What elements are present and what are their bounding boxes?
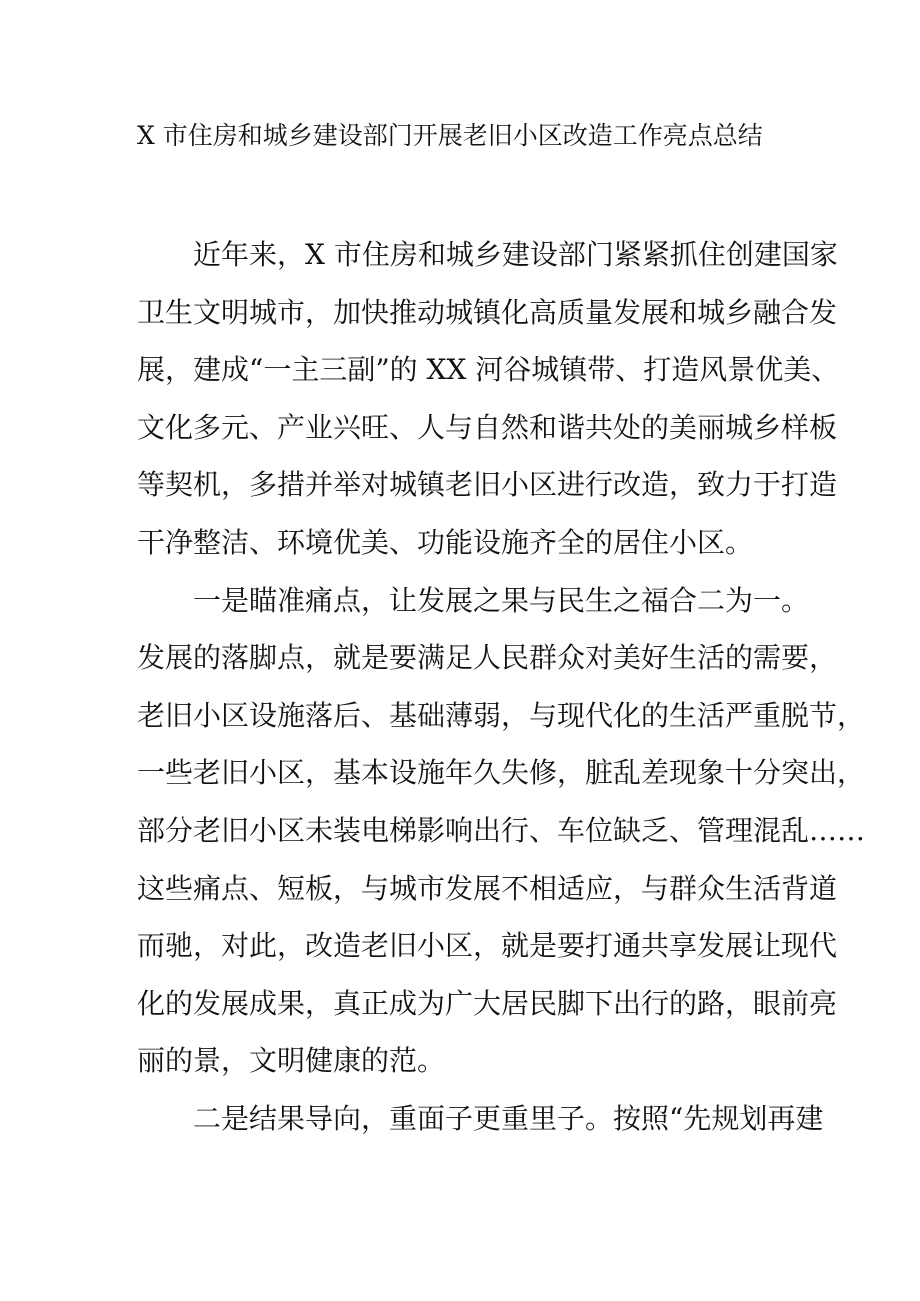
paragraph-line: 卫生文明城市，加快推动城镇化高质量发展和城乡融合发 — [137, 295, 838, 329]
paragraph-line: 一些老旧小区，基本设施年久失修，脏乱差现象十分突出， — [137, 756, 866, 790]
paragraph-line: 丽的景，文明健康的范。 — [137, 1044, 446, 1078]
paragraph-line: 一是瞄准痛点，让发展之果与民生之福合二为一。 — [193, 583, 810, 617]
paragraph-line: 这些痛点、短板，与城市发展不相适应，与群众生活背道 — [137, 871, 838, 905]
paragraph-line: 化的发展成果，真正成为广大居民脚下出行的路，眼前亮 — [137, 986, 838, 1020]
paragraph-line: 近年来，X 市住房和城乡建设部门紧紧抓住创建国家 — [193, 238, 838, 271]
paragraph-line: 干净整洁、环境优美、功能设施齐全的居住小区。 — [137, 525, 754, 559]
document-title: X 市住房和城乡建设部门开展老旧小区改造工作亮点总结 — [137, 121, 763, 150]
paragraph-line: 部分老旧小区未装电梯影响出行、车位缺乏、管理混乱…… — [137, 813, 866, 847]
paragraph-line: 而驰，对此，改造老旧小区，就是要打通共享发展让现代 — [137, 929, 838, 963]
paragraph-line: 等契机，多措并举对城镇老旧小区进行改造，致力于打造 — [137, 468, 838, 502]
paragraph-line: 展，建成“一主三副”的 XX 河谷城镇带、打造风景优美、 — [137, 353, 840, 387]
paragraph-line: 文化多元、产业兴旺、人与自然和谐共处的美丽城乡样板 — [137, 410, 838, 444]
paragraph-line: 二是结果导向，重面子更重里子。按照“先规划再建 — [193, 1101, 824, 1135]
paragraph-line: 老旧小区设施落后、基础薄弱，与现代化的生活严重脱节， — [137, 698, 866, 732]
document-body — [137, 226, 866, 1148]
paragraph-line: 发展的落脚点，就是要满足人民群众对美好生活的需要， — [137, 641, 838, 675]
